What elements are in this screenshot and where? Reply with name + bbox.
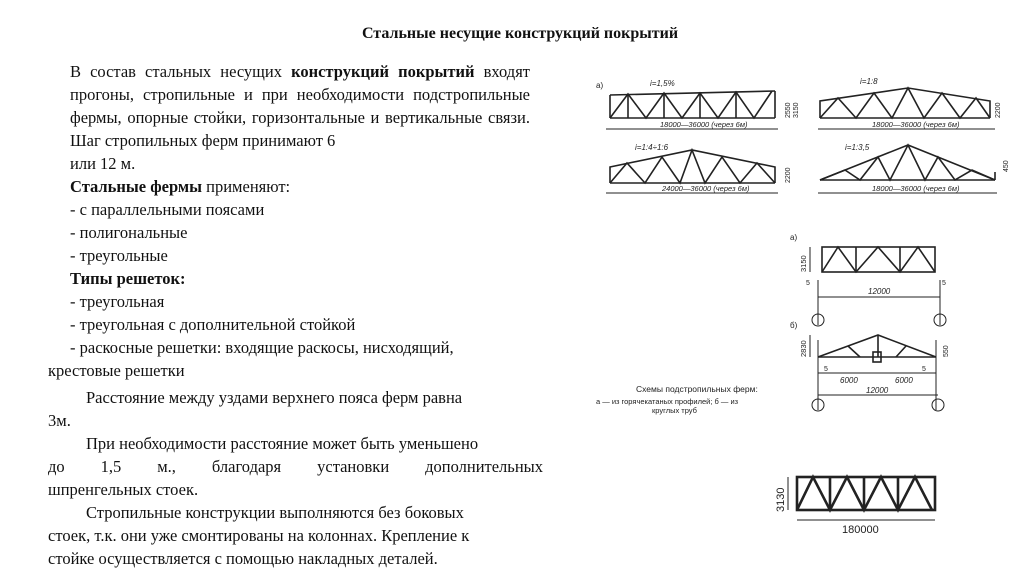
para3-line2: стоек, т.к. они уже смонтированы на колоннах. Крепление к [48, 526, 470, 545]
fig1-slope-3: i=1:4÷1:6 [635, 143, 669, 152]
para2-line2: до 1,5 м., благодаря установки дополнительных [48, 457, 543, 476]
lattice-item-3-line1: - раскосные решетки: входящие раскосы, нисходящий, [70, 338, 454, 357]
fig1-height-1: 2550 [785, 102, 792, 118]
fig2-span-a: 12000 [868, 287, 891, 296]
para3-line3: стойке осуществляется с помощью накладных деталей. [48, 549, 438, 568]
intro-bold: конструкций покрытий [291, 62, 475, 81]
para1-line2: 3м. [48, 411, 71, 430]
para1-line1: Расстояние между уздами верхнего пояса ферм равна [86, 388, 463, 407]
trusses-item-2: - полигональные [70, 223, 188, 242]
para2-line1: При необходимости расстояние может быть уменьшено [86, 434, 479, 453]
lattice-item-2: - треугольная с дополнительной стойкой [70, 315, 356, 334]
page-title: Стальные несущие конструкций покрытий [361, 25, 679, 42]
para3-line1: Стропильные конструкции выполняются без боковых [86, 503, 464, 522]
fig1-height-3: 2200 [785, 167, 792, 183]
intro-body: входят прогоны, стропильные и при необходимости подстропильные фермы, опорные стойки, горизонтальные и вертикальные связи. Шаг стропильных ферм принимают 6 [70, 62, 530, 150]
lattice-item-3-line2: крестовые решетки [48, 361, 185, 380]
fig2-five-b1: 5 [824, 366, 828, 373]
fig1-dim-4: 18000—36000 (через 6м) [872, 184, 960, 193]
fig3-height: 3130 [775, 487, 787, 512]
fig1-height-2: 2200 [995, 102, 1002, 118]
intro-prefix: В состав стальных несущих [70, 62, 292, 81]
fig1-dim-2: 18000—36000 (через 6м) [872, 120, 960, 129]
trusses-heading-bold: Стальные фермы [70, 177, 203, 196]
fig1-slope-1: i=1,5% [650, 79, 675, 88]
fig2-height-b: 2830 [799, 340, 808, 357]
fig2-label-a: а) [790, 233, 798, 242]
truss-trapezoid-3 [610, 150, 775, 183]
truss-polygonal-2 [820, 88, 990, 118]
fig2-height-a: 3150 [799, 255, 808, 272]
fig2-label-b: б) [790, 321, 798, 330]
fig1-height-4: 450 [1003, 160, 1010, 172]
para2-line3: шпренгельных стоек. [48, 480, 199, 499]
fig2-half-2: 6000 [895, 376, 913, 385]
intro-last-line: или 12 м. [70, 154, 136, 173]
fig1-dim-3: 24000—36000 (через 6м) [662, 184, 750, 193]
trusses-heading-rest: применяют: [202, 177, 291, 196]
fig3-span: 180000 [842, 524, 879, 536]
fig2-half-1: 6000 [840, 376, 858, 385]
subtruss-a [822, 247, 935, 272]
fig1-slope-4: i=1:3,5 [845, 143, 870, 152]
lattice-item-1: - треугольная [70, 292, 165, 311]
fig2-caption-2: а — из горячекатаных профилей; б — из [596, 397, 739, 406]
fig2-five-b2: 5 [922, 366, 926, 373]
fig2-five-a2: 5 [942, 280, 946, 287]
trusses-item-1: - с параллельными поясами [70, 200, 265, 219]
fig2-caption-3: круглых труб [652, 406, 697, 415]
fig1-label-a: а) [596, 81, 604, 90]
fig2-five-a1: 5 [806, 280, 810, 287]
fig2-small-b: 550 [943, 345, 950, 357]
truss-parallel-1 [610, 91, 775, 118]
subtruss-b [818, 335, 936, 362]
fig1-slope-2: i=1:8 [860, 77, 878, 86]
fig1-dim-1: 18000—36000 (через 6м) [660, 120, 748, 129]
fig1-height-1b: 3150 [793, 102, 800, 118]
fig2-caption-1: Схемы подстропильных ферм: [636, 384, 758, 394]
lattice-heading: Типы решеток: [70, 269, 186, 288]
truss-large [797, 477, 935, 510]
trusses-item-3: - треугольные [70, 246, 168, 265]
fig2-span-b: 12000 [866, 386, 889, 395]
